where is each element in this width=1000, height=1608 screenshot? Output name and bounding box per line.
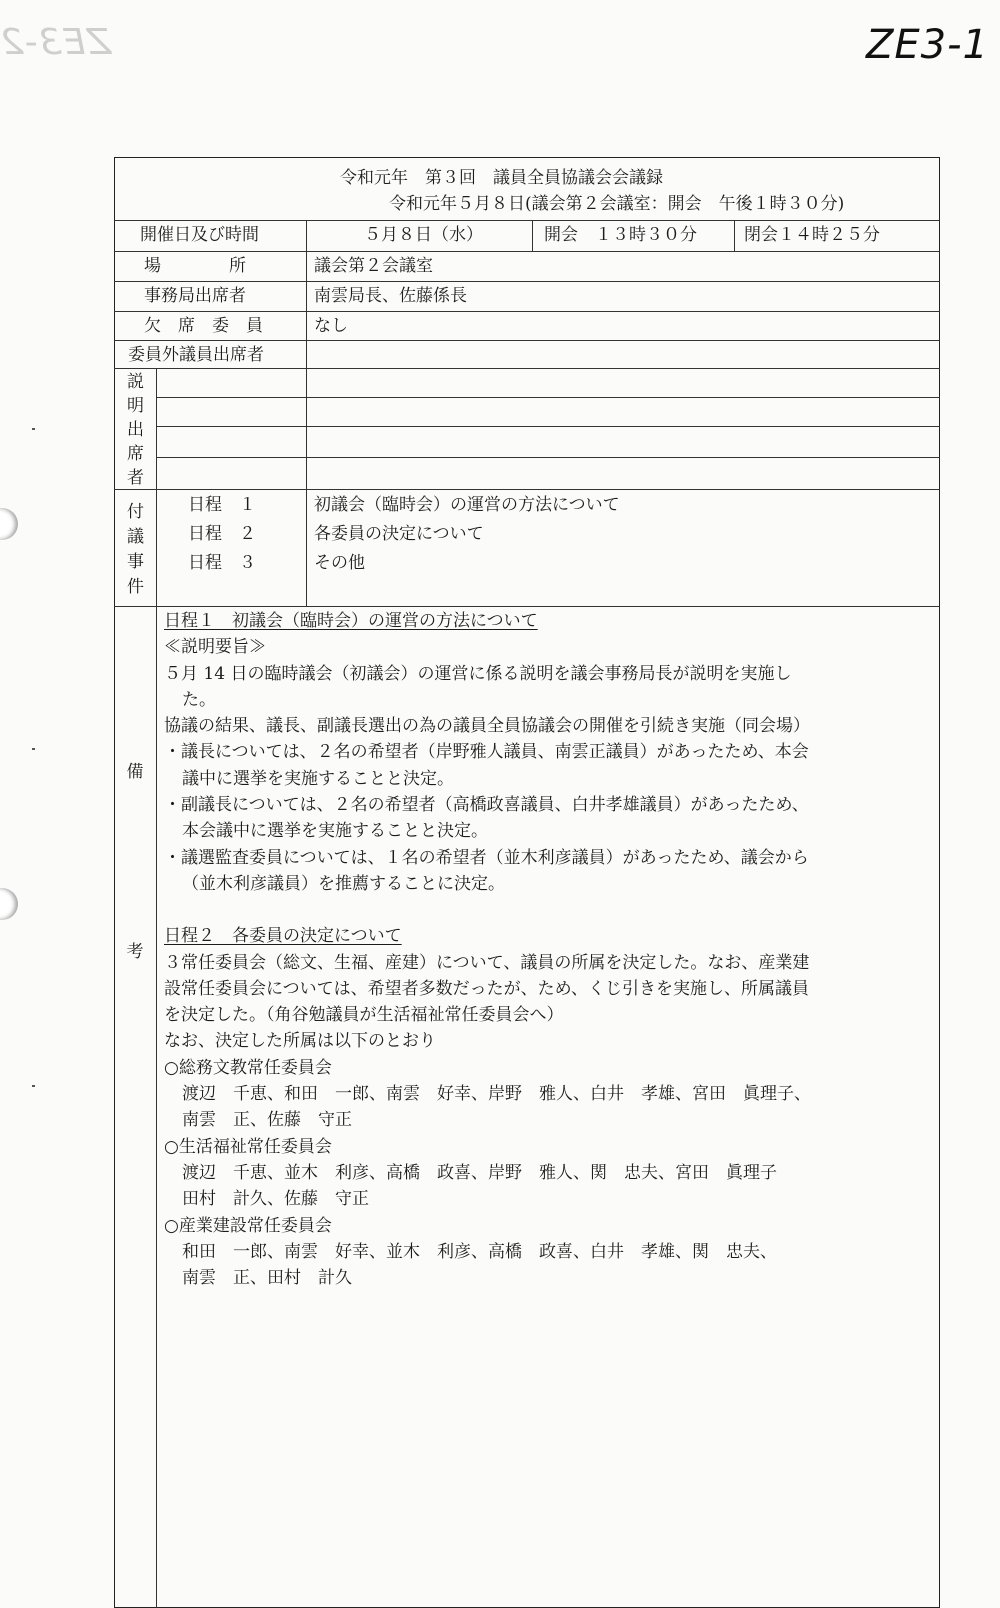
divider [532, 220, 533, 251]
place-label: 場 所 [144, 256, 246, 276]
explainers-label: 説明出席者 [127, 372, 144, 488]
committee-members: 和田 一郎、南雲 好幸、並木 利彦、高橋 政喜、白井 孝雄、関 忠夫、 [182, 1241, 777, 1262]
remarks-label-top: 備 [126, 762, 144, 782]
committee-members: 田村 計久、佐藤 守正 [182, 1189, 369, 1210]
agenda-title-2: 各委員の決定について [314, 524, 484, 544]
date-value: ５月８日（水） [364, 225, 483, 245]
committee-members: 南雲 正、田村 計久 [182, 1268, 352, 1289]
punch-hole-lower [0, 888, 18, 920]
divider [114, 311, 940, 312]
item1-heading: 日程１ 初議会（臨時会）の運営の方法について [164, 611, 538, 631]
non-member-label: 委員外議員出席者 [128, 345, 264, 365]
divider [114, 281, 940, 282]
minutes-subtitle: 令和元年５月８日(議会第２会議室：開会 午後１時３０分) [389, 194, 845, 214]
scan-mark [32, 748, 35, 750]
item2-line: を決定した。（角谷勉議員が生活福祉常任委員会へ） [164, 1005, 564, 1026]
item1-line: （並木利彦議員）を推薦することに決定。 [182, 873, 505, 894]
scan-mark [32, 428, 35, 430]
committee-members: 渡辺 千恵、和田 一郎、南雲 好幸、岸野 雅人、白井 孝雄、宮田 眞理子、 [182, 1084, 811, 1105]
secretariat-value: 南雲局長、佐藤係長 [314, 286, 467, 306]
divider [114, 220, 940, 221]
item2-heading: 日程２ 各委員の決定について [164, 926, 402, 947]
divider [114, 340, 940, 341]
agenda-no-1: 日程 １ [188, 495, 256, 515]
committee-name: ○総務文教常任委員会 [164, 1057, 332, 1078]
divider [734, 220, 735, 251]
place-value: 議会第２会議室 [314, 256, 433, 276]
item1-line: 本会議中に選挙を実施することと決定。 [182, 821, 488, 842]
committee-members: 渡辺 千恵、並木 利彦、高橋 政喜、岸野 雅人、関 忠夫、宮田 眞理子 [182, 1162, 777, 1183]
divider [114, 368, 940, 369]
punch-hole-upper [0, 508, 18, 540]
item1-line: ・副議長については、２名の希望者（高橋政喜議員、白井孝雄議員）があったため、 [164, 795, 809, 816]
item1-line: た。 [182, 689, 216, 710]
secretariat-label: 事務局出席者 [144, 286, 246, 306]
absent-value: なし [314, 316, 348, 336]
agenda-no-3: 日程 ３ [188, 553, 256, 573]
item1-line: 協議の結果、議長、副議長選出の為の議員全員協議会の開催を引続き実施（同会場） [164, 716, 810, 737]
agenda-no-2: 日程 ２ [188, 524, 256, 544]
item1-sub: ≪説明要旨≫ [164, 637, 266, 658]
item1-line: ・議選監査委員については、１名の希望者（並木利彦議員）があったため、議会から [164, 847, 809, 868]
divider [114, 489, 940, 490]
item2-line: なお、決定した所属は以下のとおり [164, 1031, 436, 1052]
agenda-title-3: その他 [314, 553, 365, 573]
item2-line: 設常任委員会については、希望者多数だったが、ため、くじ引きを実施し、所属議員 [164, 978, 809, 999]
scan-mark [32, 1085, 35, 1087]
agenda-title-1: 初議会（臨時会）の運営の方法について [314, 495, 620, 515]
remarks-label-bottom: 考 [126, 942, 144, 962]
divider [114, 251, 940, 252]
minutes-form [114, 157, 940, 1608]
divider [306, 220, 307, 606]
committee-name: ○生活福祉常任委員会 [164, 1136, 332, 1157]
remarks-body [164, 608, 934, 1291]
item1-line: ５月 14 日の臨時議会（初議会）の運営に係る説明を議会事務局長が説明を実施し [164, 663, 792, 684]
handwritten-document-number: ZE3-1 [866, 22, 990, 68]
divider [156, 397, 940, 398]
item1-line: ・議長については、２名の希望者（岸野雅人議員、南雲正議員）があったため、本会 [164, 742, 809, 763]
committee-name: ○産業建設常任委員会 [164, 1215, 332, 1236]
spacer [164, 897, 934, 923]
divider [156, 426, 940, 427]
close-time: 閉会１４時２５分 [744, 225, 880, 245]
bleed-through-number: ZE3-2 [0, 22, 112, 63]
date-label: 開催日及び時間 [140, 225, 259, 245]
divider [156, 368, 157, 1608]
agenda-label: 付議事件 [127, 502, 144, 597]
open-time: 開会 １３時３０分 [544, 225, 697, 245]
minutes-title: 令和元年 第３回 議員全員協議会会議録 [340, 168, 663, 188]
item2-line: ３常任委員会（総文、生福、産建）について、議員の所属を決定した。なお、産業建 [164, 952, 810, 973]
committee-members: 南雲 正、佐藤 守正 [182, 1110, 352, 1131]
absent-label: 欠 席 委 員 [144, 316, 263, 336]
divider [114, 606, 940, 607]
divider [156, 457, 940, 458]
item1-line: 議中に選挙を実施することと決定。 [182, 768, 454, 789]
